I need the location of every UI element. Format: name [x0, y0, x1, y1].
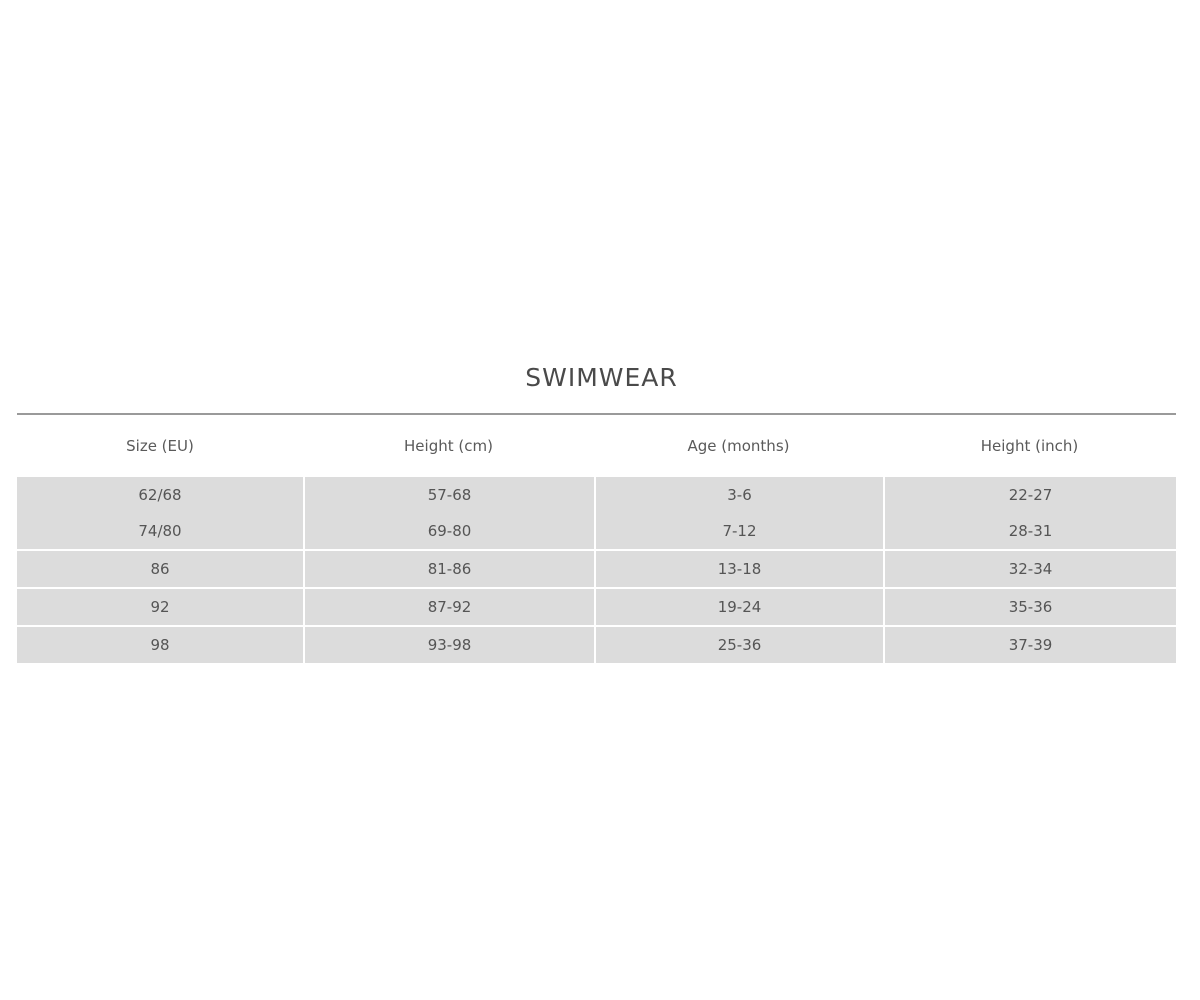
cell-age-months: 13-18	[596, 551, 883, 587]
cell-line: 74/80	[138, 522, 182, 540]
cell-height-inch: 35-36	[885, 589, 1176, 625]
cell-line: 3-6	[727, 486, 752, 504]
cell-age-months: 25-36	[596, 627, 883, 663]
cell-age-months	[596, 477, 883, 549]
cell-line: 69-80	[427, 522, 472, 540]
cell-line: 28-31	[1008, 522, 1053, 540]
cell-height-cm: 93-98	[305, 627, 594, 663]
header-height-cm: Height (cm)	[404, 437, 493, 455]
cell-size: 98	[17, 627, 303, 663]
table-row	[17, 589, 1176, 625]
header-height-inch: Height (inch)	[980, 437, 1079, 455]
size-chart	[17, 356, 1176, 663]
cell-height-cm	[305, 477, 594, 549]
cell-height-cm: 81-86	[305, 551, 594, 587]
table-row	[17, 627, 1176, 663]
header-size-eu: Size (EU)	[126, 437, 194, 455]
table-header	[17, 415, 1176, 477]
cell-height-inch	[885, 477, 1176, 549]
header-age-months: Age (months)	[687, 437, 790, 455]
cell-line: 57-68	[427, 486, 472, 504]
cell-line: 22-27	[1008, 486, 1053, 504]
cell-size: 92	[17, 589, 303, 625]
table-row	[17, 477, 1176, 549]
cell-line: 7-12	[722, 522, 757, 540]
cell-height-inch: 37-39	[885, 627, 1176, 663]
chart-title: SWIMWEAR	[525, 363, 678, 392]
cell-height-inch: 32-34	[885, 551, 1176, 587]
table-body	[17, 477, 1176, 663]
cell-line: 62/68	[138, 486, 182, 504]
cell-height-cm: 87-92	[305, 589, 594, 625]
table-row	[17, 551, 1176, 587]
cell-size: 86	[17, 551, 303, 587]
cell-age-months: 19-24	[596, 589, 883, 625]
cell-size	[17, 477, 303, 549]
